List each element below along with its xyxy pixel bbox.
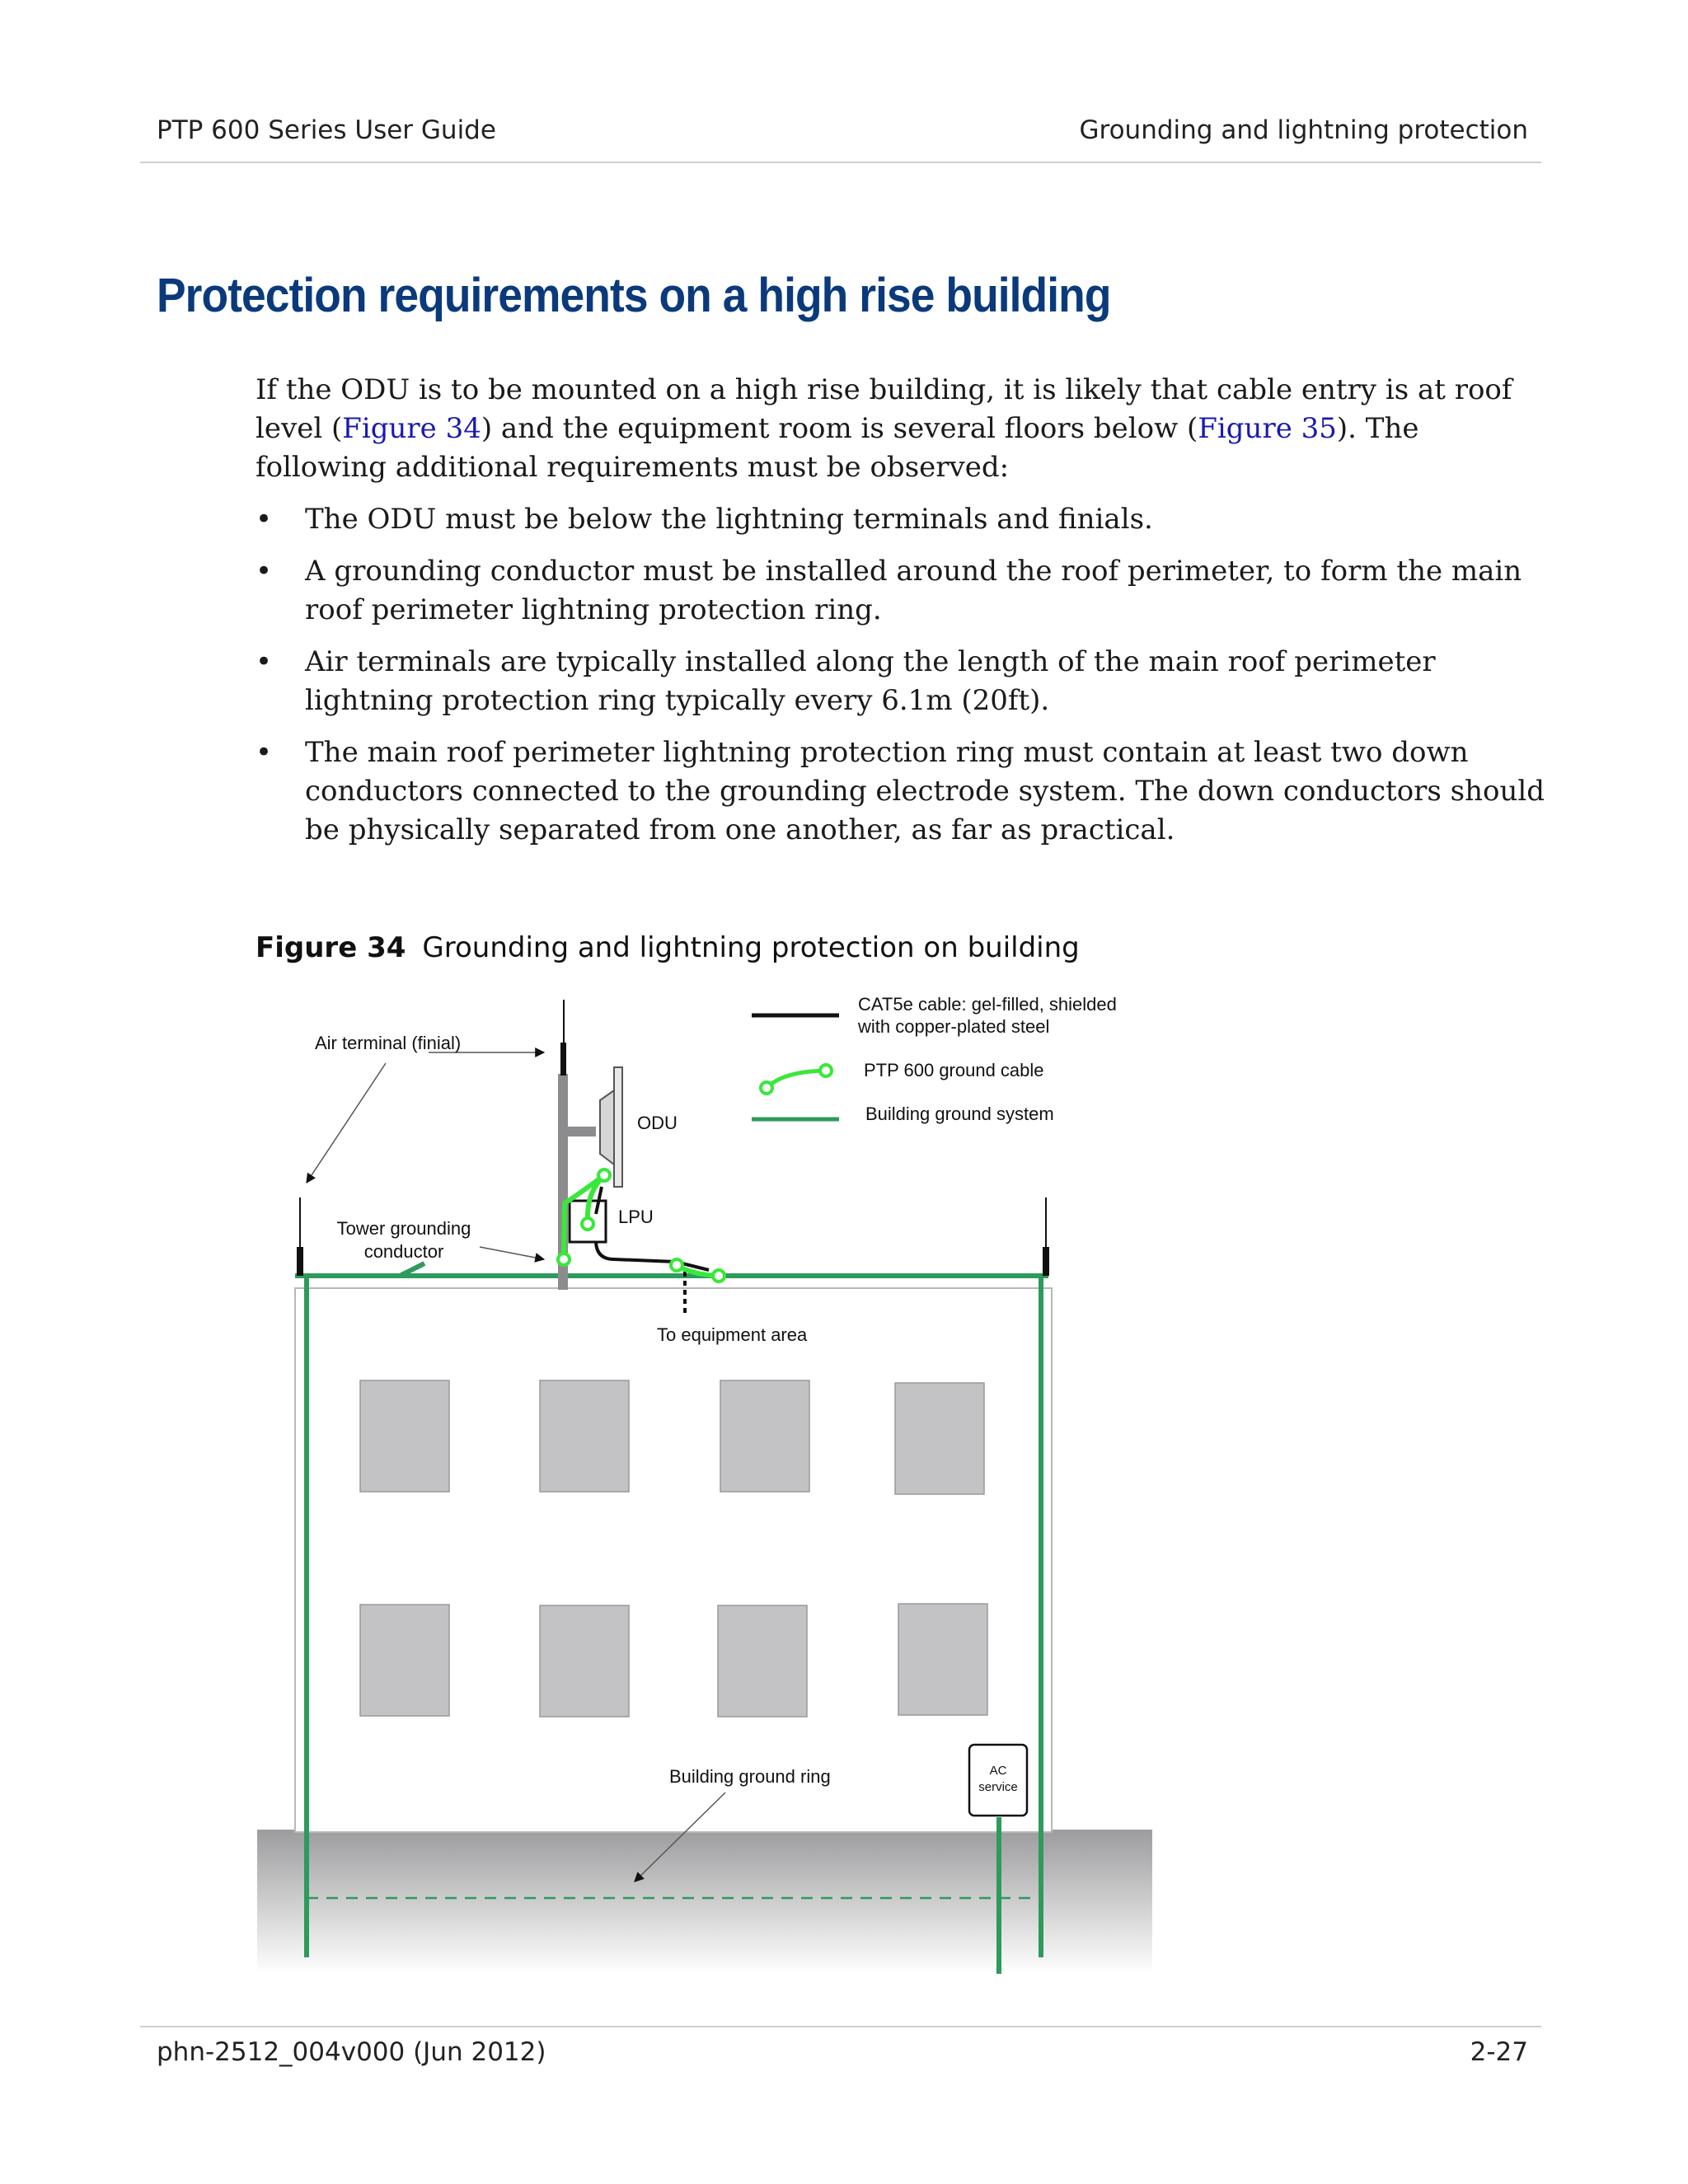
body-text (256, 371, 1558, 863)
list-item-text: Air terminals are typically installed along the length of the main roof perimeter lightning protection ring typically every 6.1m (20ft). (305, 645, 1436, 717)
list-item (256, 500, 1558, 539)
window (360, 1605, 449, 1716)
figure-caption (256, 931, 1080, 964)
legend-cat5e-line2: with copper-plated steel (858, 1016, 1050, 1037)
window (360, 1380, 449, 1492)
legend-ptp-ground-label: PTP 600 ground cable (864, 1060, 1044, 1080)
list-item (256, 733, 1558, 850)
air-terminal-label: Air terminal (finial) (315, 1033, 462, 1053)
section-title: Protection requirements on a high rise building (157, 269, 1111, 322)
list-item-text: The ODU must be below the lightning terminals and finials. (305, 503, 1153, 536)
figure-34-link[interactable]: Figure 34 (342, 412, 481, 445)
requirements-list (256, 500, 1558, 850)
window (718, 1605, 807, 1717)
bullet-glyph: • (256, 555, 273, 588)
intro-text-3: ). The following additional requirements must be observed: (256, 412, 1419, 484)
intro-paragraph (256, 371, 1558, 487)
figure-35-link[interactable]: Figure 35 (1198, 412, 1337, 445)
header-chapter-title: Grounding and lightning protection (1079, 115, 1528, 145)
list-item (256, 552, 1558, 630)
list-item (256, 643, 1558, 720)
window (720, 1380, 809, 1492)
building-outline (295, 1288, 1052, 1832)
tower-grounding-label-line1: Tower grounding (336, 1218, 471, 1239)
list-item-text: The main roof perimeter lightning protection ring must contain at least two down conductors connected to the grounding electrode system. The down conductors should be physically separated from one another, as far as practical. (305, 736, 1545, 846)
tower-grounding-label-line2: conductor (363, 1241, 444, 1262)
header-rule (140, 162, 1541, 163)
page-number: 2-27 (1470, 2037, 1528, 2067)
footer-rule (140, 2026, 1541, 2027)
bullet-glyph: • (256, 736, 273, 769)
window (895, 1383, 984, 1494)
legend-ptp-ground-swatch (767, 1071, 826, 1088)
to-equipment-label: To equipment area (657, 1324, 808, 1345)
footer-doc-id: phn-2512_004v000 (Jun 2012) (157, 2037, 546, 2067)
figure-number: Figure 34 (256, 931, 406, 964)
list-item-text: A grounding conductor must be installed around the roof perimeter, to form the main roof perimeter lightning protection ring. (305, 555, 1522, 626)
lpu-label: LPU (618, 1207, 654, 1227)
bullet-glyph: • (256, 645, 273, 678)
window (898, 1604, 987, 1715)
legend-building-ground-label: Building ground system (865, 1104, 1054, 1124)
intro-text-1: If the ODU is to be mounted on a high rise building, it is likely that cable entry is at roof level ( (256, 373, 1512, 445)
ground-band (257, 1830, 1152, 1974)
window (540, 1605, 629, 1717)
legend-cat5e-line1: CAT5e cable: gel-filled, shielded (858, 994, 1117, 1015)
odu-label: ODU (637, 1113, 678, 1133)
diagram-legend (752, 994, 1117, 1124)
ac-label-line2: service (978, 1780, 1018, 1794)
grounding-diagram (247, 985, 1170, 1982)
intro-text-2: ) and the equipment room is several floors below ( (481, 412, 1198, 445)
header-doc-title: PTP 600 Series User Guide (157, 115, 496, 145)
window (540, 1380, 629, 1492)
figure-caption-text: Grounding and lightning protection on building (422, 931, 1080, 964)
ac-label-line1: AC (989, 1764, 1007, 1778)
bullet-glyph: • (256, 503, 273, 536)
building-ground-ring-label: Building ground ring (669, 1766, 831, 1787)
